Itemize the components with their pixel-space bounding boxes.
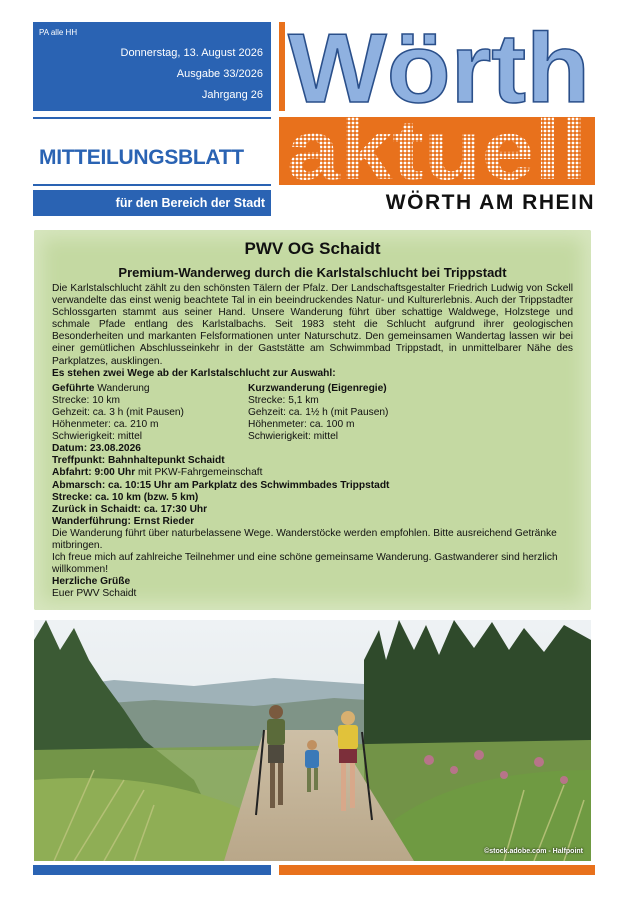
route-options — [52, 383, 573, 443]
article-title: PWV OG Schaidt — [244, 239, 381, 258]
event-date: Datum: 23.08.2026 — [52, 443, 141, 455]
article-subtitle: Premium-Wanderweg durch die Karlstalschlucht bei Trippstadt — [118, 265, 507, 280]
hike-note-invitation: Ich freue mich auf zahlreiche Teilnehmer und eine schöne gemeinsame Wanderung. Gastwanderer sind herzlich willkommen! — [52, 552, 558, 576]
hike-leader: Wanderführung: Ernst Rieder — [52, 515, 195, 527]
short-time: Gehzeit: ca. 1½ h (mit Pausen) — [248, 406, 389, 418]
march-start: Abmarsch: ca. 10:15 Uhr am Parkplatz des Schwimmbades Trippstadt — [52, 479, 390, 491]
signature: Euer PWV Schaidt — [52, 588, 137, 600]
svg-text:aktuell: aktuell — [287, 117, 587, 185]
article-intro: Die Karlstalschlucht zählt zu den schönsten Tälern der Pfalz. Der Landschaftsgestalter Friedrich Ludwig von Sckell verwandelte das einst wenig beachtete Tal in ein beeindruckendes Natur- und Kulturerlebnis. Auch der Trippstadter Schlossgarten stammt aus seiner Hand. Unsere Wanderung führt über schattige Waldwege, Holzstege und schmale Pfade entlang des Karlstalbachs. Seit 1983 steht die Schlucht aufgrund ihrer geologischen Besonderheiten und markanten Felsformationen unter Naturschutz. Den gemeinsamen Wandertag lassen wir bei einer gemütlichen Abschlusseinkehr in der Gaststätte am Schwimmbad Trippstadt, in unmittelbarer Nähe des Parkplatzes, ausklingen. — [52, 283, 573, 367]
departure-note: mit PKW-Fahrgemeinschaft — [135, 467, 263, 479]
issue-date: Donnerstag, 13. August 2026 — [120, 47, 263, 59]
photo-credit: ©stock.adobe.com - Halfpoint — [484, 848, 583, 855]
short-hike-title: Kurzwanderung (Eigenregie) — [248, 382, 387, 394]
guided-hike-title-rest: Wanderung — [94, 382, 150, 394]
bulletin-subtitle: für den Bereich der Stadt — [115, 196, 265, 210]
footer-bar-orange — [279, 865, 595, 875]
issue-number: Ausgabe 33/2026 — [176, 68, 263, 80]
bulletin-label: MITTEILUNGSBLATT — [39, 146, 244, 169]
route-choice-heading: Es stehen zwei Wege ab der Karlstalschlucht zur Auswahl: — [52, 367, 336, 379]
article-box — [34, 230, 591, 610]
short-difficulty: Schwierigkeit: mittel — [248, 431, 339, 443]
bulletin-subtitle-bar — [33, 190, 271, 216]
guided-hike-title-bold: Geführte — [52, 382, 95, 394]
short-hike-column — [248, 383, 528, 443]
bulletin-title-bar — [33, 117, 271, 186]
hike-note-equipment: Die Wanderung führt über naturbelassene Wege. Wanderstöcke werden empfohlen. Bitte ausreichend Getränke mitbringen. — [52, 527, 557, 551]
short-elevation: Höhenmeter: ca. 100 m — [248, 419, 355, 431]
meeting-point: Treffpunkt: Bahnhaltepunkt Schaidt — [52, 455, 225, 467]
logo-aktuell — [279, 117, 595, 185]
volume-number: Jahrgang 26 — [201, 89, 263, 101]
guided-difficulty: Schwierigkeit: mittel — [52, 431, 143, 443]
hiking-photo — [34, 620, 591, 861]
article-body — [52, 283, 573, 600]
svg-text:Wörth: Wörth — [288, 22, 590, 111]
return-time: Zurück in Schaidt: ca. 17:30 Uhr — [52, 503, 208, 515]
short-distance: Strecke: 5,1 km — [248, 394, 319, 406]
header-info-block — [33, 22, 271, 111]
guided-time: Gehzeit: ca. 3 h (mit Pausen) — [52, 406, 184, 418]
guided-elevation: Höhenmeter: ca. 210 m — [52, 419, 159, 431]
logo-woerth — [279, 22, 595, 111]
edition-tag: PA alle HH — [39, 28, 78, 37]
footer-bar-blue — [33, 865, 271, 875]
guided-hike-column — [52, 383, 248, 443]
city-name: WÖRTH AM RHEIN — [385, 191, 595, 214]
guided-distance: Strecke: 10 km — [52, 394, 120, 406]
closing-greeting: Herzliche Grüße — [52, 576, 131, 588]
departure-time: Abfahrt: 9:00 Uhr — [52, 467, 136, 479]
route-length: Strecke: ca. 10 km (bzw. 5 km) — [52, 491, 199, 503]
